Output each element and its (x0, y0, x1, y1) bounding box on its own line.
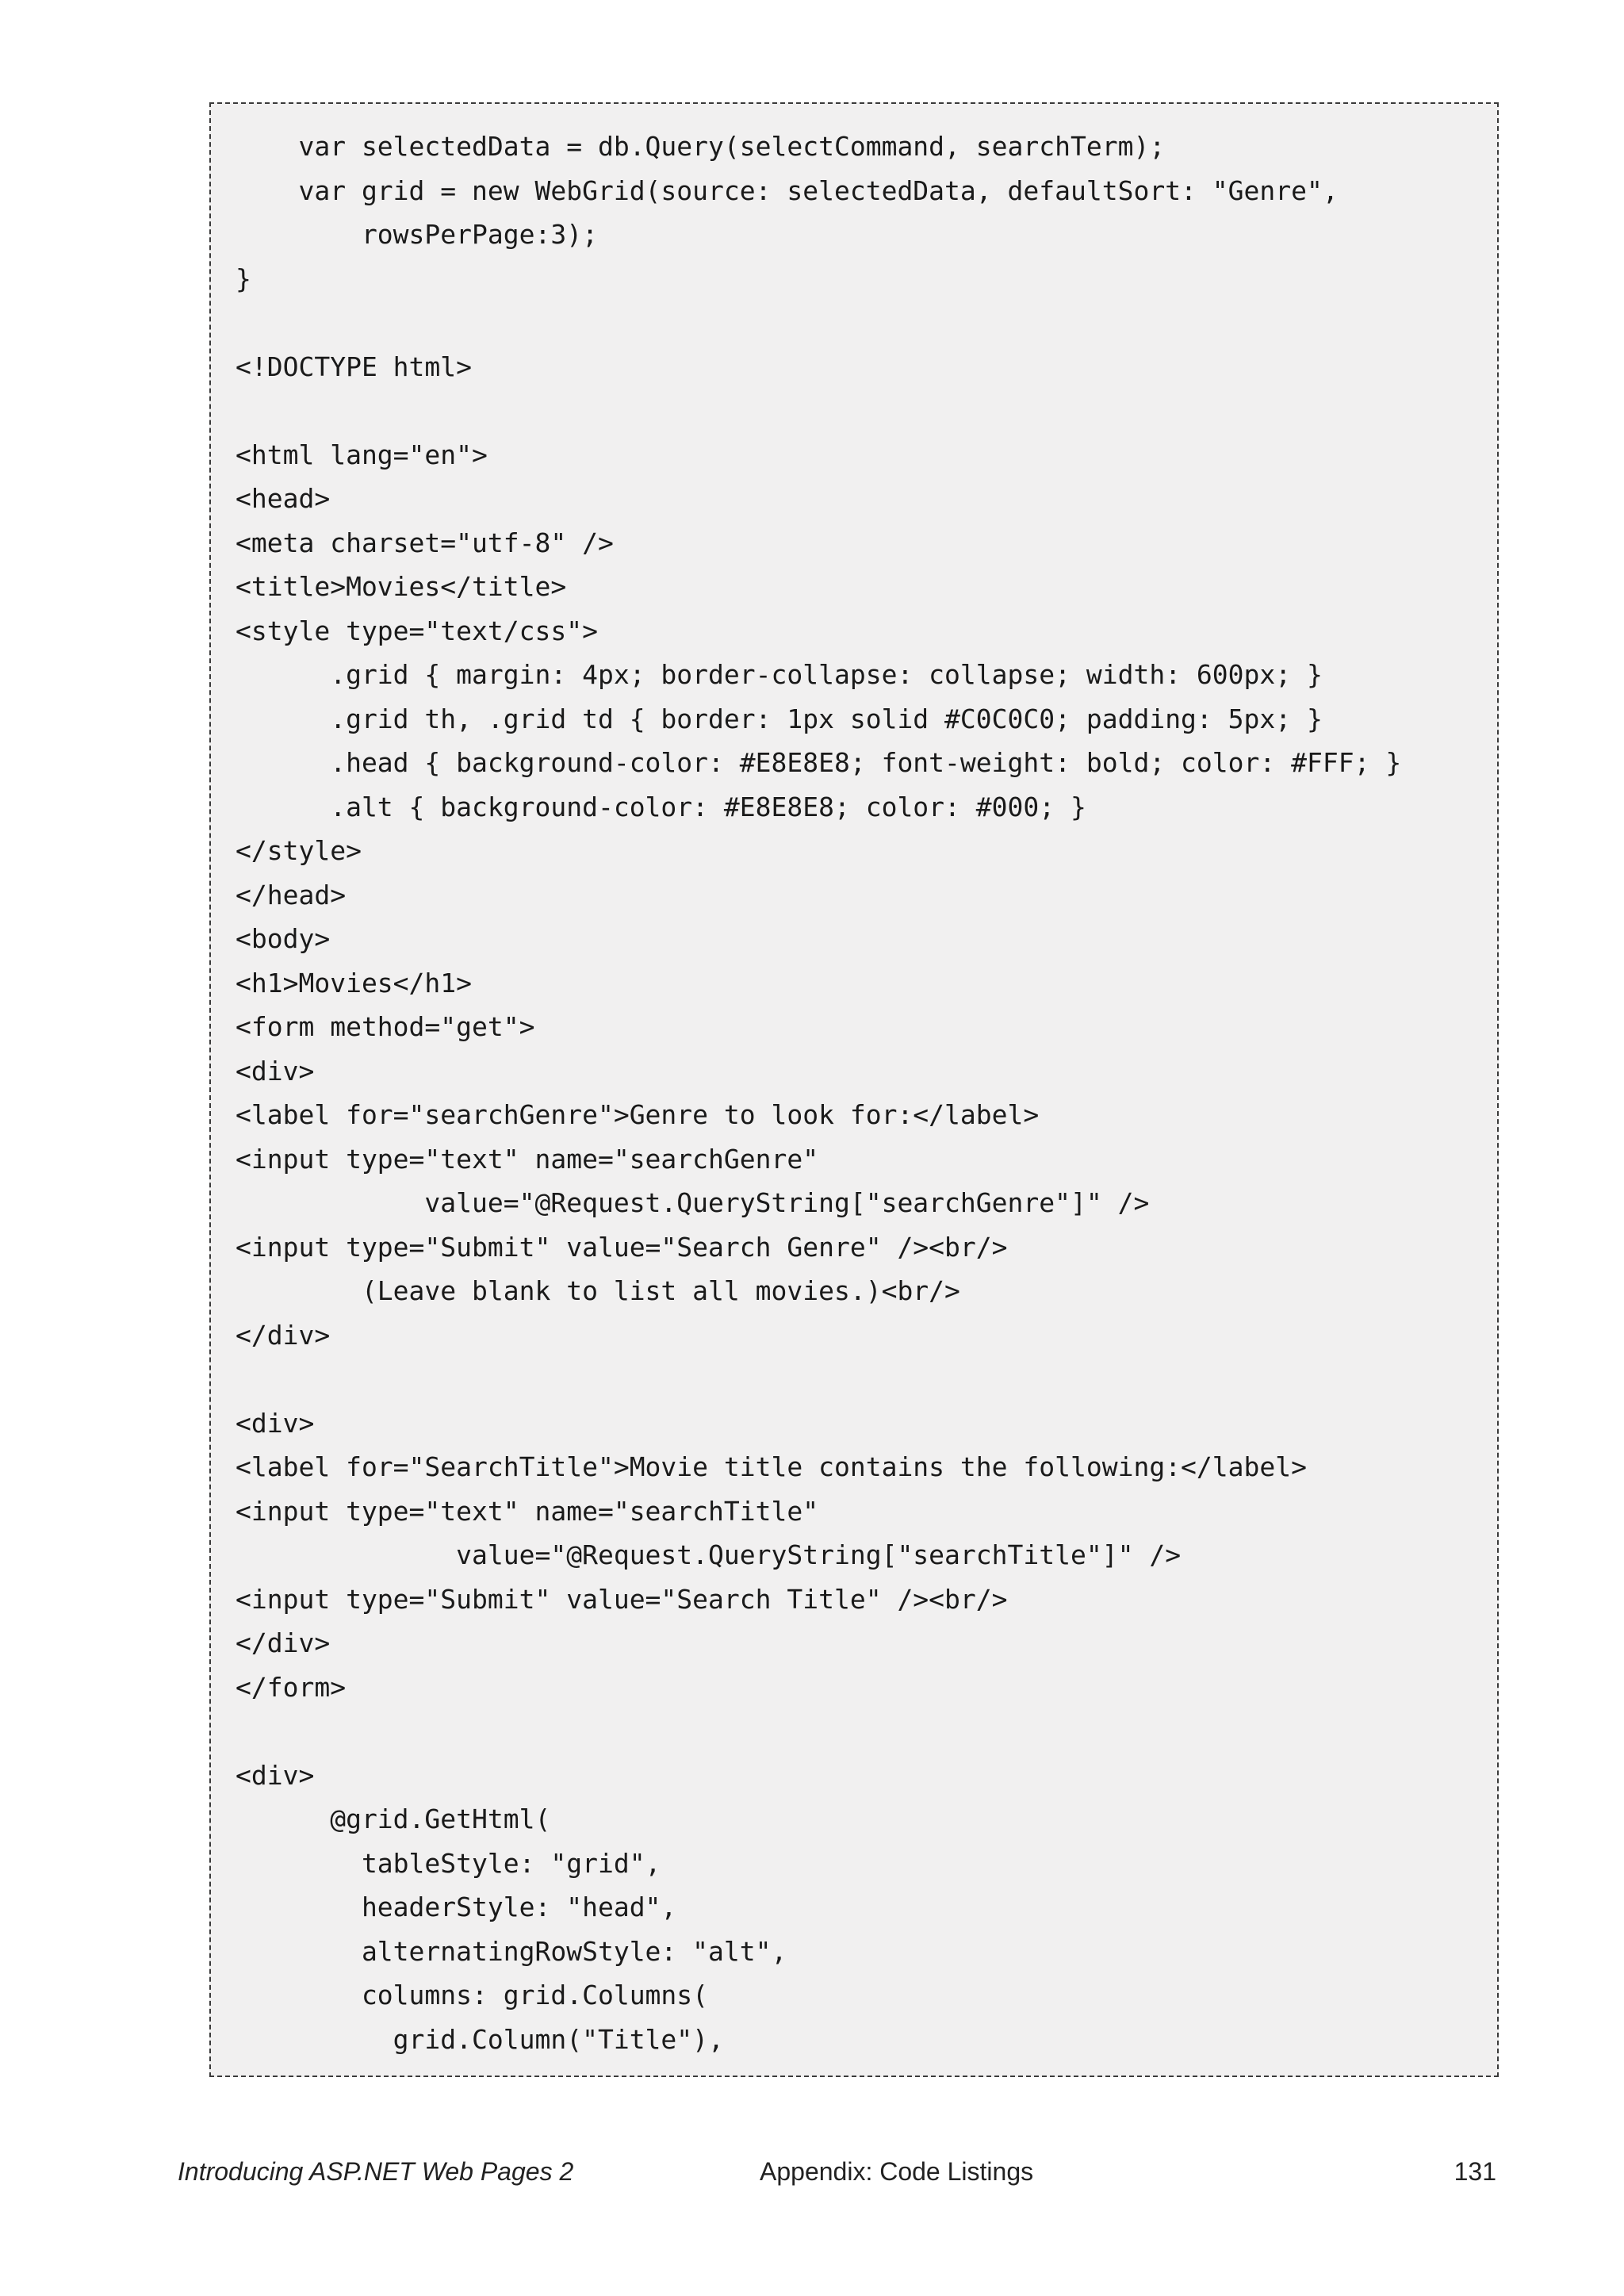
footer-section: Appendix: Code Listings (760, 2157, 1034, 2186)
footer-book-title: Introducing ASP.NET Web Pages 2 (178, 2157, 574, 2186)
code-listing-box (209, 102, 1499, 2077)
code-line: <div> (236, 1407, 315, 1439)
code-line: headerStyle: "head", (236, 1892, 677, 1922)
code-line: alternatingRowStyle: "alt", (236, 1935, 787, 1967)
code-line: <input type="text" name="searchGenre" (236, 1143, 819, 1175)
code-line: var grid = new WebGrid(source: selectedData, defaultSort: "Genre", (236, 174, 1339, 206)
code-line: </form> (236, 1671, 347, 1703)
code-line: </div> (236, 1627, 331, 1658)
footer-page-number: 131 (1454, 2157, 1496, 2186)
code-line: (Leave blank to list all movies.)<br/> (236, 1275, 960, 1306)
code-line: grid.Column("Title"), (236, 2023, 724, 2055)
code-line: var selectedData = db.Query(selectCommand, searchTerm); (236, 131, 1166, 162)
code-line: <input type="text" name="searchTitle" (236, 1495, 819, 1527)
code-line: .head { background-color: #E8E8E8; font-weight: bold; color: #FFF; } (236, 747, 1402, 778)
code-line: <label for="searchGenre">Genre to look for:</label> (236, 1099, 1040, 1130)
code-line: .alt { background-color: #E8E8E8; color: #000; } (236, 791, 1086, 822)
code-line (236, 301, 1401, 345)
code-line: columns: grid.Columns( (236, 1980, 709, 2010)
code-line: <form method="get"> (236, 1011, 535, 1042)
code-line: value="@Request.QueryString["searchGenre"]" /> (236, 1187, 1150, 1218)
code-line (236, 389, 1401, 433)
code-line: <div> (236, 1055, 315, 1087)
code-line: rowsPerPage:3); (236, 219, 598, 250)
code-line: <html lang="en"> (236, 439, 488, 470)
code-line: </style> (236, 835, 362, 866)
code-line: <input type="Submit" value="Search Genre" /><br/> (236, 1231, 1008, 1263)
code-line: value="@Request.QueryString["searchTitle"]" /> (236, 1539, 1182, 1570)
code-line: <style type="text/css"> (236, 615, 598, 646)
code-line (236, 1709, 1401, 1754)
code-line: </div> (236, 1319, 331, 1351)
code-listing (236, 125, 1401, 2061)
code-line: .grid th, .grid td { border: 1px solid #C0C0C0; padding: 5px; } (236, 703, 1323, 734)
code-line: @grid.GetHtml( (236, 1803, 551, 1834)
code-line: } (236, 263, 251, 294)
code-line: </head> (236, 879, 347, 910)
code-line: <h1>Movies</h1> (236, 967, 473, 999)
code-line: <!DOCTYPE html> (236, 351, 473, 382)
code-line: <meta charset="utf-8" /> (236, 527, 614, 558)
code-line: .grid { margin: 4px; border-collapse: collapse; width: 600px; } (236, 659, 1323, 690)
code-line: <div> (236, 1759, 315, 1791)
code-line: <body> (236, 923, 331, 954)
code-line: <label for="SearchTitle">Movie title contains the following:</label> (236, 1451, 1308, 1482)
code-line: tableStyle: "grid", (236, 1847, 661, 1879)
code-line: <title>Movies</title> (236, 571, 567, 602)
code-line: <head> (236, 483, 331, 514)
code-line: <input type="Submit" value="Search Title" /><br/> (236, 1583, 1008, 1615)
code-line (236, 1357, 1401, 1401)
